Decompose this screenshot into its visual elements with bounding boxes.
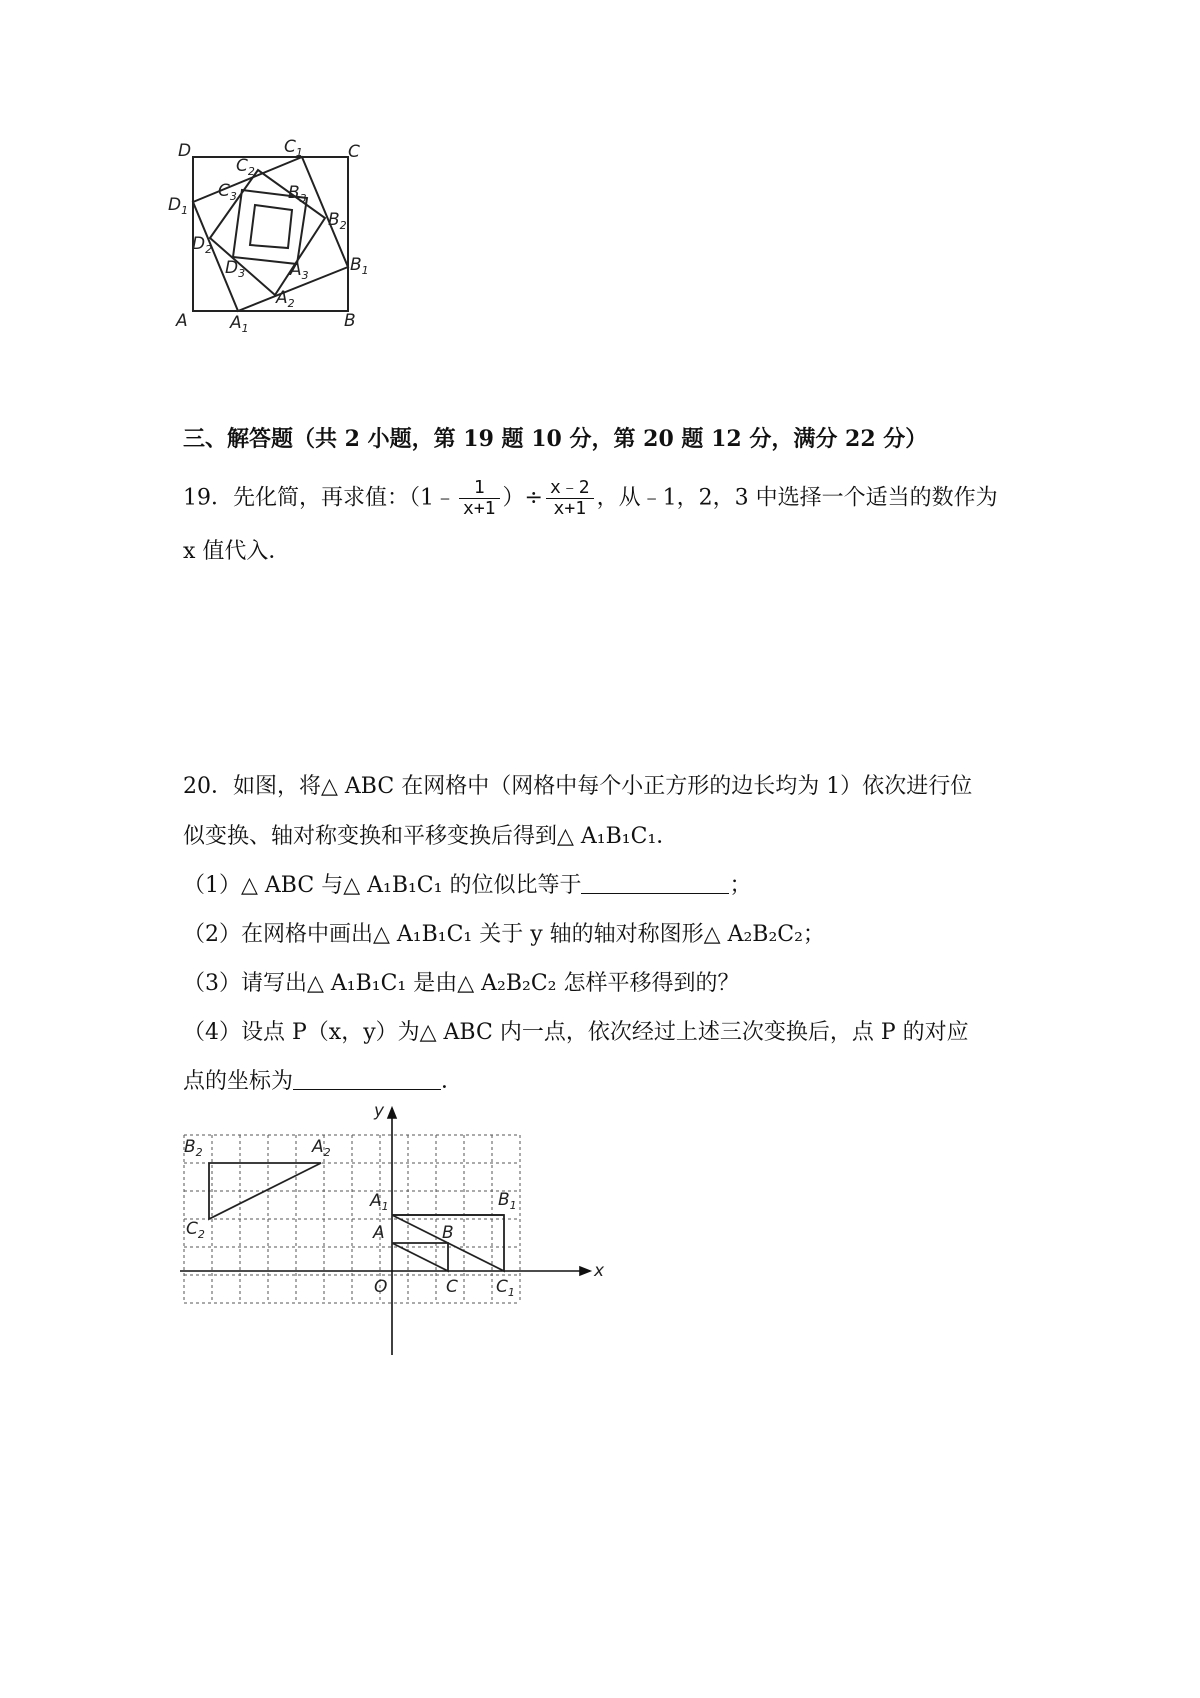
grid-label-B1: $B_1$ xyxy=(498,1190,517,1212)
label-D3: $D_3$ xyxy=(225,258,246,280)
question-20-part4: （4）设点 P（x，y）为△ ABC 内一点，依次经过上述三次变换后，点 P 的对应 xyxy=(183,1020,969,1045)
answer-blank-2[interactable] xyxy=(293,1067,441,1090)
square-innermost xyxy=(250,205,292,248)
label-A: A xyxy=(176,311,188,331)
coordinate-grid-figure xyxy=(180,1100,620,1360)
grid-label-origin: O xyxy=(374,1277,388,1297)
q19-prefix: 19．先化简，再求值：（1﹣ xyxy=(183,485,456,511)
label-D1: $D_1$ xyxy=(168,195,189,217)
question-19-line1 xyxy=(183,478,998,519)
grid-label-B2: $B_2$ xyxy=(184,1137,203,1159)
label-C: C xyxy=(348,142,360,162)
label-B1: $B_1$ xyxy=(350,255,369,277)
question-20-line1: 20．如图，将△ ABC 在网格中（网格中每个小正方形的边长均为 1）依次进行位 xyxy=(183,774,973,799)
answer-blank-1[interactable] xyxy=(581,871,729,894)
label-A3: $A_3$ xyxy=(290,260,309,282)
section-heading: 三、解答题（共 2 小题，第 19 题 10 分，第 20 题 12 分，满分 22 分） xyxy=(183,426,928,452)
question-19-line2: x 值代入． xyxy=(183,539,291,564)
question-20-line2: 似变换、轴对称变换和平移变换后得到△ A₁B₁C₁． xyxy=(183,824,679,849)
grid-label-A2: $A_2$ xyxy=(312,1137,331,1159)
label-D: D xyxy=(178,141,192,161)
question-20-part3: （3）请写出△ A₁B₁C₁ 是由△ A₂B₂C₂ 怎样平移得到的？ xyxy=(183,971,740,996)
label-B: B xyxy=(344,311,356,331)
fraction-1: $\frac{1}{x+1}$ xyxy=(459,478,500,519)
question-20-part1: （1）△ ABC 与△ A₁B₁C₁ 的位似比等于 ； xyxy=(183,873,752,898)
x-axis-arrow xyxy=(580,1267,590,1275)
label-D2: $D_2$ xyxy=(192,234,213,256)
label-C1: $C_1$ xyxy=(284,137,303,159)
q19-suffix: ，从﹣1，2，3 中选择一个适当的数作为 xyxy=(596,485,998,511)
label-C3: $C_3$ xyxy=(218,181,237,203)
grid-label-A1: $A_1$ xyxy=(370,1191,389,1213)
label-B2: $B_2$ xyxy=(328,210,347,232)
y-axis-arrow xyxy=(388,1108,396,1118)
label-A2: $A_2$ xyxy=(276,288,295,310)
nested-squares-figure xyxy=(168,137,400,360)
grid-label-C2: $C_2$ xyxy=(186,1219,205,1241)
question-20-part4-line2: 点的坐标为 ． xyxy=(183,1069,464,1094)
grid-label-A: A xyxy=(373,1223,385,1243)
grid-axis-y-label: y xyxy=(374,1101,385,1121)
label-A1: $A_1$ xyxy=(230,313,249,335)
label-B3: $B_3$ xyxy=(288,183,307,205)
fraction-2: $\frac{x﹣2}{x+1}$ xyxy=(546,478,594,519)
grid-label-B: B xyxy=(442,1223,454,1243)
question-20-part2: （2）在网格中画出△ A₁B₁C₁ 关于 y 轴的轴对称图形△ A₂B₂C₂； xyxy=(183,922,825,947)
grid-label-C1: $C_1$ xyxy=(496,1277,515,1299)
label-C2: $C_2$ xyxy=(236,156,255,178)
q19-mid: ）÷ xyxy=(502,485,543,511)
grid-lines xyxy=(184,1135,520,1303)
grid-axis-x-label: x xyxy=(594,1261,605,1281)
grid-label-C: C xyxy=(446,1277,458,1297)
